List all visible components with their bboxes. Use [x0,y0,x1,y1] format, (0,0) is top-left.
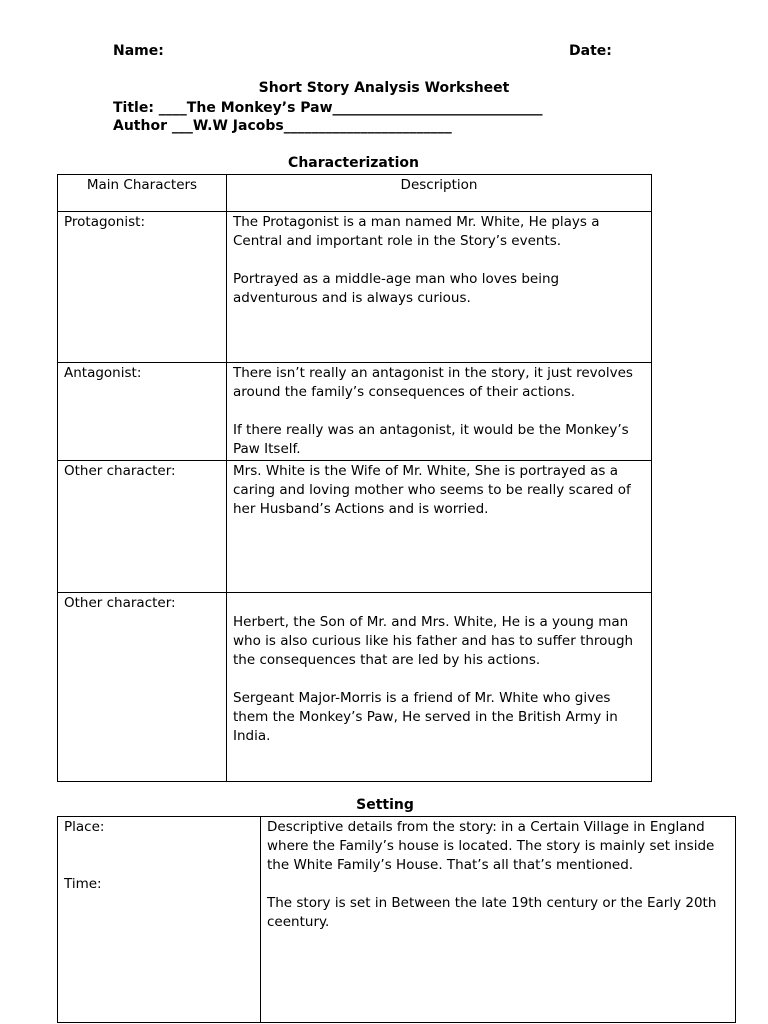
protagonist-label: Protagonist: [58,212,227,363]
table-row [58,212,652,363]
description-paragraph: Sergeant Major-Morris is a friend of Mr. White who gives them the Monkey’s Paw, He served in the British Army in India. [233,690,618,744]
other-character-label: Other character: [58,593,227,782]
description-paragraph: Herbert, the Son of Mr. and Mrs. White, He is a young man who is also curious like his father and has to suffer through the consequences that are led by his actions. [233,614,634,668]
description-paragraph: There isn’t really an antagonist in the story, it just revolves around the family’s consequences of their actions. [233,365,633,400]
other-character-description [227,461,652,593]
date-label: Date: [569,43,612,59]
table-header-row [58,175,652,212]
table-row [58,363,652,461]
description-paragraph: If there really was an antagonist, it would be the Monkey’s Paw Itself. [233,422,629,457]
time-description: The story is set in Between the late 19th century or the Early 20th ceentury. [267,895,717,930]
place-label: Place: [64,819,105,835]
worksheet-title: Short Story Analysis Worksheet [258,80,510,96]
setting-table [57,816,736,1023]
setting-labels-cell [58,817,261,1023]
setting-heading: Setting [356,797,414,813]
setting-details-cell [261,817,736,1023]
main-characters-header: Main Characters [58,175,227,212]
antagonist-description [227,363,652,461]
other-character-label: Other character: [58,461,227,593]
other-character-description [227,593,652,782]
description-paragraph: Mrs. White is the Wife of Mr. White, She is portrayed as a caring and loving mother who seems to be really scared of her Husband’s Actions and is worried. [233,463,631,517]
table-row [58,461,652,593]
antagonist-label: Antagonist: [58,363,227,461]
characterization-heading: Characterization [288,155,419,171]
protagonist-description [227,212,652,363]
name-label: Name: [113,43,164,59]
place-description: Descriptive details from the story: in a Certain Village in England where the Family’s house is located. The story is mainly set inside the White Family’s House. That’s all that’s mentioned. [267,819,715,873]
story-title-line: Title: ____The Monkey’s Paw______________________________ [113,100,543,116]
story-author-line: Author ___W.W Jacobs________________________ [113,118,452,134]
table-row [58,817,736,1023]
description-header: Description [227,175,652,212]
table-row [58,593,652,782]
description-paragraph: The Protagonist is a man named Mr. White, He plays a Central and important role in the Story’s events. [233,214,600,249]
description-paragraph: Portrayed as a middle-age man who loves being adventurous and is always curious. [233,271,560,306]
time-label: Time: [64,876,102,892]
characterization-table [57,174,652,782]
